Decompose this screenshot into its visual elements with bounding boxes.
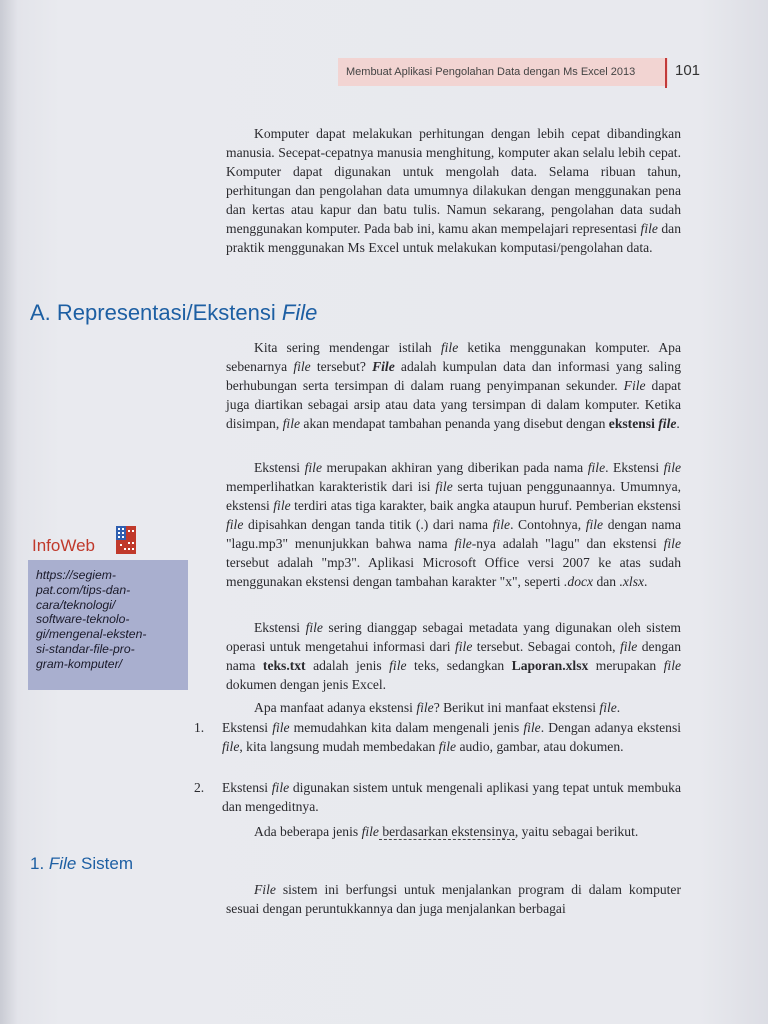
paragraph-file-system: File sistem ini berfungsi untuk menjalankan program di dalam komputer sesuai dengan peruntukkannya dan juga menjalankan berbagai [226, 882, 681, 916]
intro-paragraph: Komputer dapat melakukan perhitungan dengan lebih cepat dibandingkan manusia. Secepat-cepatnya manusia menghitung, komputer akan selalu lebih cepat. Komputer dapat digunakan untuk mengolah data. Selama ribuan tahun, perhitungan dan pengolahan data umumnya dilakukan dengan menggunakan pena dan kertas atau kapur dan batu tulis. Namun sekarang, pengolahan data sudah menggunakan komputer. Pada bab ini, kamu akan mempelajari representasi file dan praktik menggunakan Ms Excel untuk melakukan komputasi/pengolahan data. [226, 126, 681, 255]
infoweb-url-line: software-teknolo- [36, 612, 130, 627]
paragraph-extension-definition: Ekstensi file merupakan akhiran yang diberikan pada nama file. Ekstensi file memperlihatkan karakteristik dari isi file serta tujuan penggunaannya. Umumnya, ekstensi file terdiri atas tiga karakter, baik angka ataupun huruf. Pemberian ekstensi file dipisahkan dengan tanda titik (.) dari nama file. Contohnya, file dengan nama "lagu.mp3" menunjukkan bahwa nama file-nya adalah "lagu" dan ekstensi file tersebut adalah "mp3". Aplikasi Microsoft Office versi 2007 ke atas sudah menggunakan ekstensi dengan tambahan karakter "x", seperti .docx dan .xlsx. [226, 460, 682, 589]
list-item: 2. Ekstensi file digunakan sistem untuk mengenali aplikasi yang tepat untuk membuka dan mengeditnya. [194, 780, 681, 814]
list-number: 2. [194, 780, 205, 795]
page-number: 101 [675, 62, 701, 79]
infoweb-url-line: gram-komputer/ [36, 656, 123, 671]
infoweb-url-link[interactable] [36, 568, 186, 672]
paragraph-file-definition: Kita sering mendengar istilah file ketika menggunakan komputer. Apa sebenarnya file tersebut? File adalah kumpulan data dan informasi yang saling berhubungan serta tersimpan di dalam ruang penyimpanan sekunder. File dapat juga diartikan sebagai arsip atau data yang tersimpan di dalam komputer. Ketika disimpan, file akan mendapat tambahan penanda yang disebut dengan ekstensi file. [226, 340, 681, 431]
infoweb-url-line: si-standar-file-pro- [36, 641, 135, 656]
infoweb-url-line: gi/mengenal-eksten- [36, 627, 147, 642]
infoweb-url-line: https://segiem- [36, 568, 116, 582]
subsection-heading: 1. File Sistem [30, 854, 134, 873]
infoweb-grid-icon [116, 526, 136, 554]
infoweb-title: InfoWeb [32, 536, 96, 555]
header-separator [665, 58, 667, 88]
paragraph-file-types-intro: Ada beberapa jenis file berdasarkan ekstensinya, yaitu sebagai berikut. [254, 824, 639, 839]
list-number: 1. [194, 720, 205, 735]
infoweb-url-line: pat.com/tips-dan- [36, 582, 131, 597]
infoweb-url-line: cara/teknologi/ [36, 597, 116, 612]
list-item: 1. Ekstensi file memudahkan kita dalam mengenali jenis file. Dengan adanya ekstensi file, kita langsung mudah membedakan file audio, gambar, atau dokumen. [194, 720, 682, 754]
running-header-title: Membuat Aplikasi Pengolahan Data dengan Ms Excel 2013 [346, 66, 636, 78]
paragraph-benefits-intro: Apa manfaat adanya ekstensi file? Berikut ini manfaat ekstensi file. [254, 700, 621, 715]
section-heading: A. Representasi/Ekstensi File [30, 300, 318, 325]
paragraph-metadata: Ekstensi file sering dianggap sebagai metadata yang digunakan oleh sistem operasi untuk mengetahui informasi dari file tersebut. Sebagai contoh, file dengan nama teks.txt adalah jenis file teks, sedangkan Laporan.xlsx merupakan file dokumen dengan jenis Excel. [226, 620, 682, 692]
